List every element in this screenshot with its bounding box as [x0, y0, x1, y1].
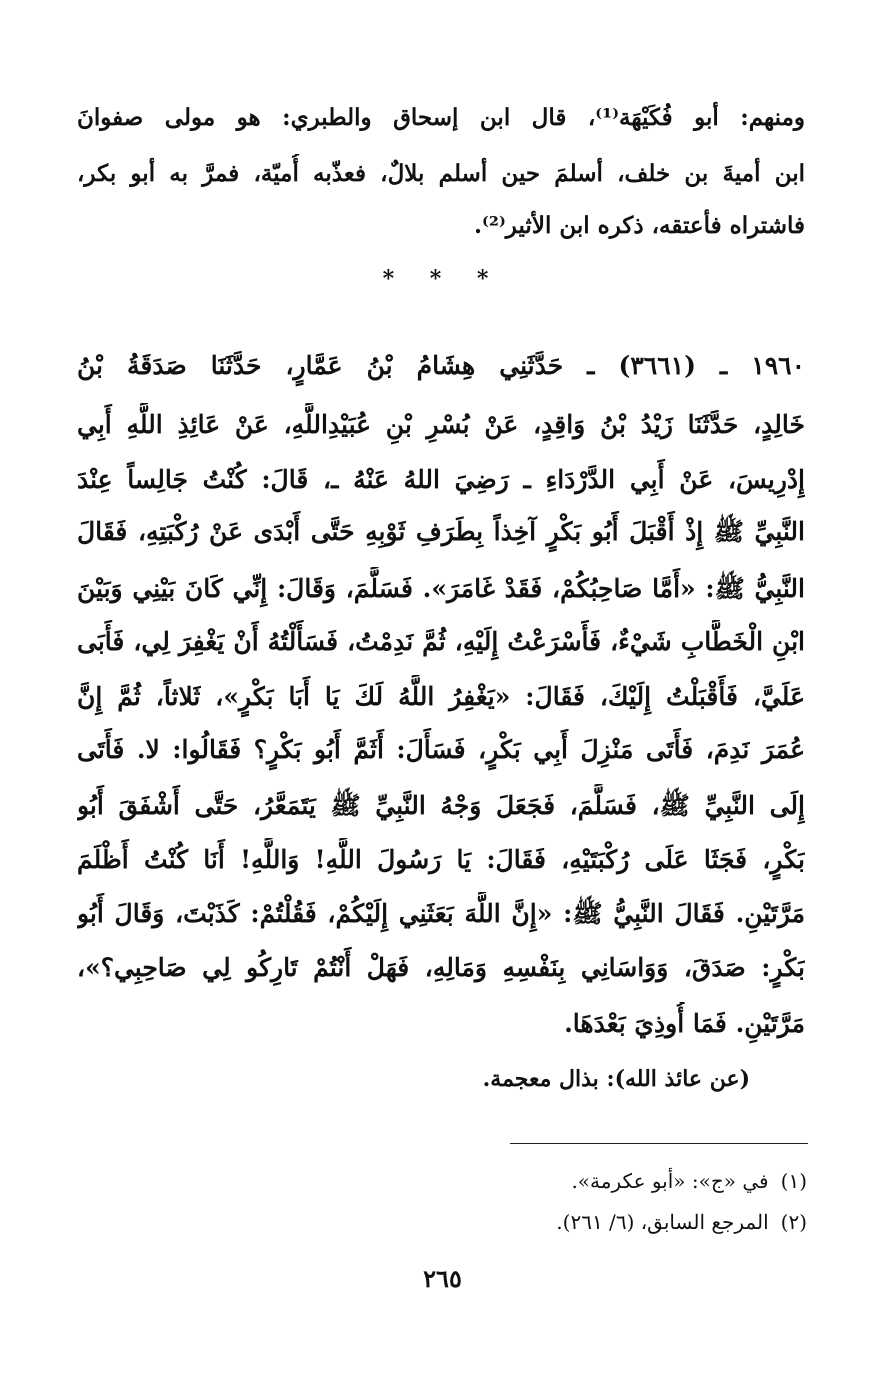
hadith-line: بَكْرٍ، فَجَثَا عَلَى رُكْبَتَيْهِ، فَقَالَ: يَا رَسُولَ اللَّهِ! وَاللَّهِ! أَنَا كُنْتُ أَظْلَمَ	[77, 845, 805, 874]
hadith-line: إِدْرِيسَ، عَنْ أَبِي الدَّرْدَاءِ ـ رَضِيَ اللهُ عَنْهُ ـ، قَالَ: كُنْتُ جَالِساً عِنْدَ	[77, 465, 805, 494]
footnote	[556, 1207, 807, 1237]
intro-line: ابن أميةَ بن خلف، أسلمَ حين أسلم بلالٌ، فعذّبه أُميّة، فمرَّ به أبو بكر،	[77, 160, 805, 187]
footnote-text: المرجع السابق، (٦/ ٢٦١).	[556, 1210, 769, 1234]
hadith-line: بَكْرٍ: صَدَقَ، وَوَاسَانِي بِنَفْسِهِ وَمَالِهِ، فَهَلْ أَنْتُمْ تَارِكُو لِي صَاحِبِي؟»،	[77, 953, 805, 982]
footnote-divider	[510, 1143, 808, 1144]
intro-line: ومنهم: أبو فُكَيْهَة⁽¹⁾، قال ابن إسحاق والطبري: هو مولى صفوانَ	[77, 104, 805, 131]
hadith-line: مَرَّتَيْنِ. فَقَالَ النَّبِيُّ ﷺ: «إِنَّ اللَّهَ بَعَثَنِي إِلَيْكُمْ، فَقُلْتُمْ: كَذَبْتَ، وَقَالَ أَبُو	[77, 899, 805, 928]
page-number: ٢٦٥	[423, 1264, 462, 1293]
footnote-number: (٢)	[780, 1210, 807, 1234]
hadith-line: عَلَيَّ، فَأَقْبَلْتُ إِلَيْكَ، فَقَالَ: «يَغْفِرُ اللَّهُ لَكَ يَا أَبَا بَكْرٍ»، ثَلاثاً، ثُمَّ إِنَّ	[77, 682, 805, 711]
hadith-line: إِلَى النَّبِيِّ ﷺ، فَسَلَّمَ، فَجَعَلَ وَجْهُ النَّبِيِّ ﷺ يَتَمَعَّرُ، حَتَّى أَشْفَقَ أَبُو	[77, 791, 805, 820]
footnote	[571, 1166, 807, 1196]
intro-line: فاشتراه فأعتقه، ذكره ابن الأثير⁽²⁾.	[474, 212, 805, 239]
section-separator: * * *	[382, 266, 503, 292]
hadith-line: عُمَرَ نَدِمَ، فَأَتَى مَنْزِلَ أَبِي بَكْرٍ، فَسَأَلَ: أَثَمَّ أَبُو بَكْرٍ؟ فَقَالُوا: لا. فَأَتَى	[77, 735, 805, 764]
hadith-line: النَّبِيِّ ﷺ إِذْ أَقْبَلَ أَبُو بَكْرٍ آخِذاً بِطَرَفِ ثَوْبِهِ حَتَّى أَبْدَى عَنْ رُكْبَتِهِ، فَقَالَ	[77, 517, 805, 546]
hadith-line: مَرَّتَيْنِ. فَمَا أُوذِيَ بَعْدَهَا.	[564, 1009, 805, 1038]
hadith-line: خَالِدٍ، حَدَّثَنَا زَيْدُ بْنُ وَاقِدٍ، عَنْ بُسْرِ بْنِ عُبَيْدِاللَّهِ، عَنْ عَائِذِ اللَّهِ أَبِي	[77, 410, 805, 439]
annotation-note: (عن عائذ الله): بذال معجمة.	[482, 1066, 750, 1092]
footnote-number: (١)	[780, 1169, 807, 1193]
hadith-line: ابْنِ الْخَطَّابِ شَيْءٌ، فَأَسْرَعْتُ إِلَيْهِ، ثُمَّ نَدِمْتُ، فَسَأَلْتُهُ أَنْ يَغْفِرَ لِي، فَأَبَى	[77, 627, 805, 656]
hadith-line: ١٩٦٠ ـ (٣٦٦١) ـ حَدَّثَنِي هِشَامُ بْنُ عَمَّارٍ، حَدَّثَنَا صَدَقَةُ بْنُ	[77, 351, 805, 380]
footnote-text: في «ج»: «أبو عكرمة».	[571, 1169, 769, 1193]
hadith-line: النَّبِيُّ ﷺ: «أَمَّا صَاحِبُكُمْ، فَقَدْ غَامَرَ». فَسَلَّمَ، وَقَالَ: إِنِّي كَانَ بَيْنِي وَبَيْنَ	[77, 574, 805, 603]
